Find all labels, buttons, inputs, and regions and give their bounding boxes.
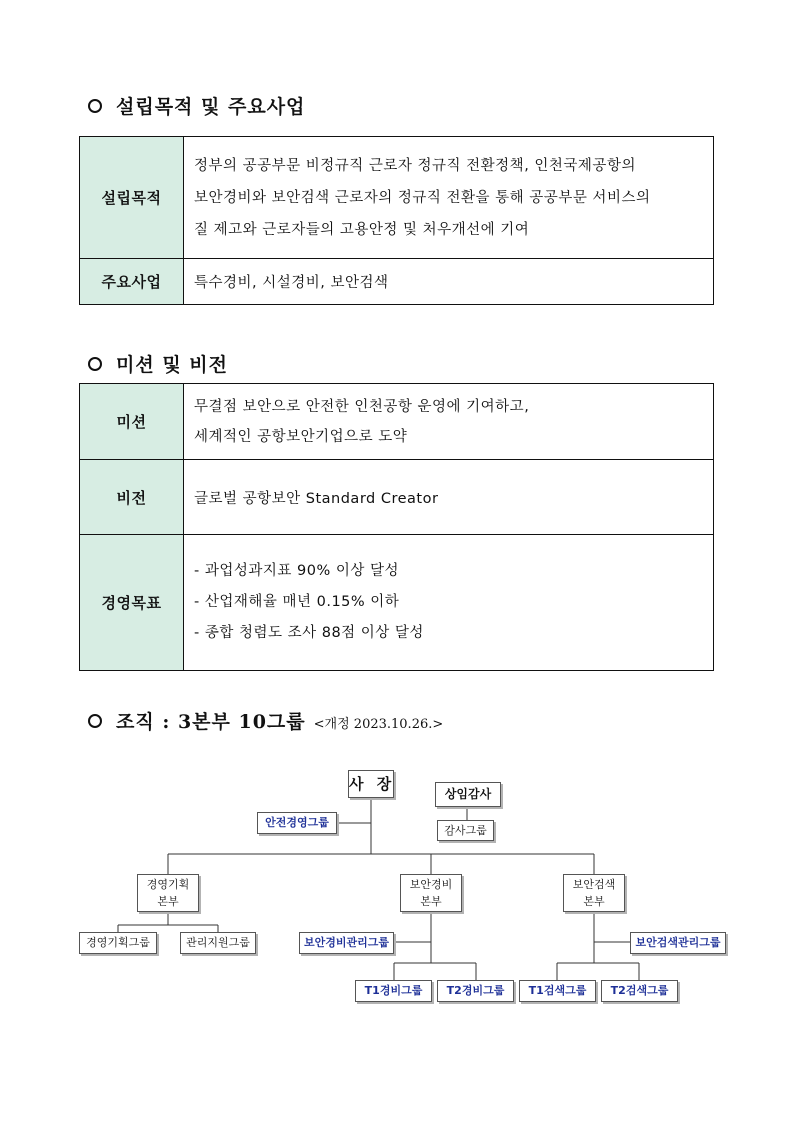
hq-screening-line: 본부: [583, 895, 605, 908]
screening-mgmt-group-box: 보안검색관리그룹: [630, 932, 726, 954]
content-line: 무결점 보안으로 안전한 인천공항 운영에 기여하고,: [194, 398, 530, 415]
hq-guard-line: 보안경비: [409, 878, 453, 891]
section-heading-org: [88, 707, 443, 734]
content-line: 글로벌 공항보안 Standard Creator: [194, 490, 439, 507]
t1-screening-group-box: T1검색그룹: [519, 980, 596, 1002]
row-label: 비전: [80, 460, 184, 535]
content-line: 질 제고와 근로자들의 고용안정 및 처우개선에 기여: [194, 221, 530, 238]
purpose-table: [79, 136, 714, 305]
section-title: 조직 : 3본부 10그룹: [116, 711, 306, 733]
row-label: 미션: [80, 384, 184, 460]
hq-screening-line: 보안검색: [572, 878, 616, 891]
section-heading-purpose: [88, 92, 305, 119]
content-line: 세계적인 공항보안기업으로 도약: [194, 428, 408, 445]
content-line: - 산업재해율 매년 0.15% 이하: [194, 594, 400, 610]
section-title: 미션 및 비전: [116, 354, 228, 376]
content-line: 정부의 공공부문 비정규직 근로자 정규직 전환정책, 인천국제공항의: [194, 157, 636, 174]
row-content: [184, 259, 714, 305]
planning-group-box: 경영기획그룹: [79, 932, 157, 954]
row-label: 주요사업: [80, 259, 184, 305]
content-line: 특수경비, 시설경비, 보안검색: [194, 275, 389, 291]
t2-screening-group-box: T2검색그룹: [601, 980, 678, 1002]
section-title: 설립목적 및 주요사업: [116, 96, 306, 118]
auditor-box: 상임감사: [435, 782, 501, 807]
row-label: 경영목표: [80, 535, 184, 671]
row-content: [184, 460, 714, 535]
t2-guard-group-box: T2경비그룹: [437, 980, 514, 1002]
ceo-box: 사 장: [348, 770, 394, 798]
row-content: [184, 535, 714, 671]
content-line: - 종합 청렴도 조사 88점 이상 달성: [194, 625, 424, 641]
hq-planning-line: 본부: [157, 895, 179, 908]
hq-planning-box: [137, 874, 199, 912]
circle-bullet-icon: [88, 357, 102, 371]
revision-note: <개정 2023.10.26.>: [313, 717, 444, 732]
guard-mgmt-group-box: 보안경비관리그룹: [299, 932, 394, 954]
t1-guard-group-box: T1경비그룹: [355, 980, 432, 1002]
audit-group-box: 감사그룹: [437, 820, 494, 841]
hq-guard-line: 본부: [420, 895, 442, 908]
row-content: [184, 137, 714, 259]
support-group-box: 관리지원그룹: [180, 932, 256, 954]
circle-bullet-icon: [88, 99, 102, 113]
safety-group-box: 안전경영그룹: [257, 812, 337, 834]
hq-planning-line: 경영기획: [146, 878, 190, 891]
circle-bullet-icon: [88, 714, 102, 728]
section-heading-mission: [88, 350, 228, 377]
content-line: 보안경비와 보안검색 근로자의 정규직 전환을 통해 공공부문 서비스의: [194, 189, 651, 206]
content-line: - 과업성과지표 90% 이상 달성: [194, 563, 399, 579]
hq-guard-box: [400, 874, 462, 912]
row-label: 설립목적: [80, 137, 184, 259]
hq-screening-box: [563, 874, 625, 912]
mission-table: [79, 383, 714, 671]
row-content: [184, 384, 714, 460]
